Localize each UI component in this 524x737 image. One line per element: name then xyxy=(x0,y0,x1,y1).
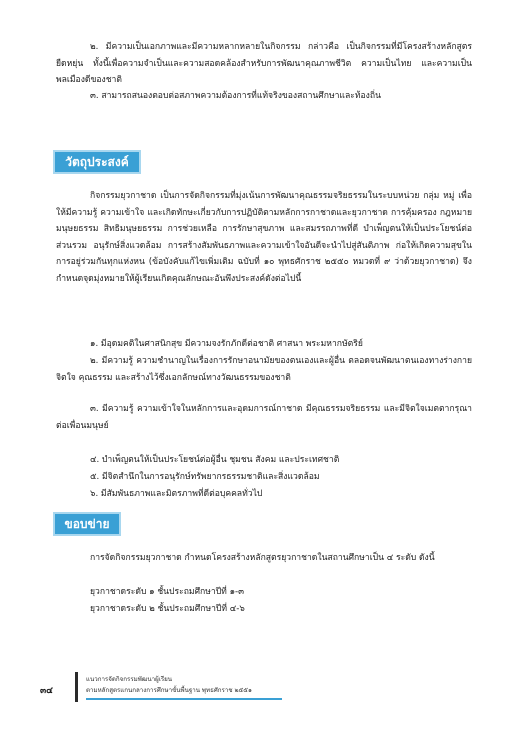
objectives-body: กิจกรรมยุวกาชาด เป็นการจัดกิจกรรมที่มุ่งเน้นการพัฒนาคุณธรรมจริยธรรมในระบบหน่วย กลุ่ม หมู่ เพื่อให้มีความรู้ ความเข้าใจ และเกิดทักษะเกี่ยวกับการปฏิบัติตามหลักการกาชาดและยุวกาชาด การคุ้มครอง กฎหมายมนุษยธรรม สิทธิมนุษยธรรม การช่วยเหลือ การรักษาสุขภาพ และสมรรถภาพที่ดี บำเพ็ญตนให้เป็นประโยชน์ต่อส่วนรวม อนุรักษ์สิ่งแวดล้อม การสร้างสัมพันธภาพและความเข้าใจอันดีจะนำไปสู่สันติภาพ ก่อให้เกิดความสุขในการอยู่ร่วมกันทุกแห่งหน (ข้อบังคับแก้ไขเพิ่มเติม ฉบับที่ ๑๐ พุทธศักราช ๒๕๕๐ หมวดที่ ๙ ว่าด้วยยุวกาชาด) จึงกำหนดจุดมุ่งหมายให้ผู้เรียนเกิดคุณลักษณะอันพึงประสงค์ดังต่อไปนี้ xyxy=(56,191,472,284)
section-heading-scope-label: ขอบข่าย xyxy=(64,516,110,531)
page-number: ๓๔ xyxy=(40,686,53,696)
footer-underline xyxy=(86,698,282,700)
footer-book-title xyxy=(86,674,252,696)
objective-item-5: ๕. มีจิตสำนึกในการอนุรักษ์ทรัพยากรธรรมชาติและสิ่งแวดล้อม xyxy=(90,472,320,482)
scope-level-1: ยุวกาชาดระดับ ๑ ชั้นประถมศึกษาปีที่ ๑-๓ xyxy=(90,587,245,597)
intro-item-3: ๓. สามารถสนองตอบต่อสภาพความต้องการที่แท้จริงของสถานศึกษาและท้องถิ่น xyxy=(90,91,381,101)
section-heading-scope xyxy=(53,512,121,536)
section-heading-objectives xyxy=(53,150,141,174)
footer-title-line-1: แนวการจัดกิจกรรมพัฒนาผู้เรียน xyxy=(86,676,173,683)
objective-item-4: ๔. บำเพ็ญตนให้เป็นประโยชน์ต่อผู้อื่น ชุมชน สังคม และประเทศชาติ xyxy=(90,455,340,465)
footer-divider xyxy=(75,672,78,702)
objective-item-3: ๓. มีความรู้ ความเข้าใจในหลักการและอุดมการณ์กาชาด มีคุณธรรมจริยธรรม และมีจิตใจเมตตากรุณาต่อเพื่อนมนุษย์ xyxy=(56,404,472,431)
objective-item-6: ๖. มีสัมพันธภาพและมิตรภาพที่ดีต่อบุคคลทั่วไป xyxy=(90,489,263,499)
intro-item-2: ๒. มีความเป็นเอกภาพและมีความหลากหลายในกิจกรรม กล่าวคือ เป็นกิจกรรมที่มีโครงสร้างหลักสูตรยืดหยุ่น ทั้งนี้เพื่อความจำเป็นและความสอดคล้องสำหรับการพัฒนาคุณภาพชีวิต ความเป็นไทย และความเป็นพลเมืองดีของชาติ xyxy=(56,42,472,85)
section-heading-objectives-label: วัตถุประสงค์ xyxy=(65,154,129,169)
scope-level-2: ยุวกาชาดระดับ ๒ ชั้นประถมศึกษาปีที่ ๔-๖ xyxy=(90,604,245,614)
objective-item-1: ๑. มีอุดมคติในศาสนิกสุข มีความจงรักภักดีต่อชาติ ศาสนา พระมหากษัตริย์ xyxy=(90,339,363,349)
objective-item-2: ๒. มีความรู้ ความชำนาญในเรื่องการรักษาอนามัยของตนเองและผู้อื่น ตลอดจนพัฒนาตนเองทางร่างกาย จิตใจ คุณธรรม และสร้างไว้ซึ่งเอกลักษณ์ทางวัฒนธรรมของชาติ xyxy=(56,356,472,383)
scope-body: การจัดกิจกรรมยุวกาชาด กำหนดโครงสร้างหลักสูตรยุวกาชาดในสถานศึกษาเป็น ๔ ระดับ ดังนี้ xyxy=(90,553,435,563)
footer-title-line-2: ตามหลักสูตรแกนกลางการศึกษาขั้นพื้นฐาน พุทธศักราช ๒๕๕๑ xyxy=(86,687,252,694)
